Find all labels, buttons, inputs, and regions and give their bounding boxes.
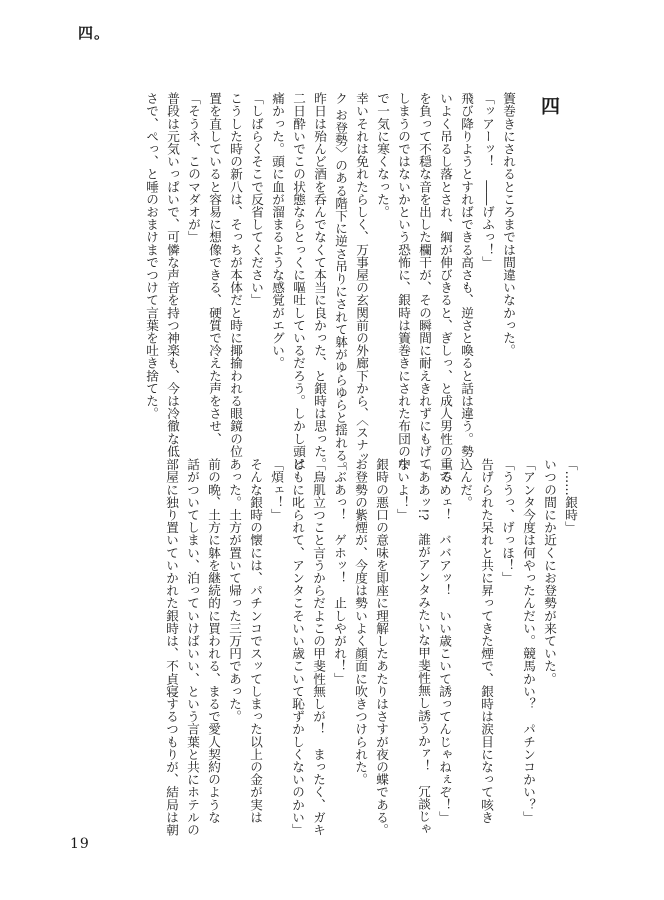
text-line: 「……銀時」 (563, 458, 578, 534)
text-line: 「煩ェ！」 (269, 458, 284, 521)
text-line: お登勢の紫煙が、今度は勢いよく顔面に吹きつけられた。 (353, 458, 368, 786)
lower-text-block (99, 458, 581, 853)
text-line: 「ああッ!? 誰がアンタみたいな甲斐性無し誘うかァ！ 冗談じゃ (416, 458, 431, 836)
text-line: 「てめェ！ ババアッ！ いい歳こいて誘ってんじゃねぇぞ！」 (437, 458, 452, 824)
text-line: 昨日は殆んど酒を呑んでなくて本当に良かった、と銀時は思った。 (312, 92, 327, 470)
text-line: 幸いそれは免れたらしく、万事屋の玄関前の外廊下から、〈スナッ (354, 92, 369, 464)
text-line: いつの間にか近くにお登勢が来ていた。 (542, 458, 557, 685)
text-line: いよく吊るし落とされ、綱が伸びきると、ぎしっ、と成人男性の重み (438, 92, 453, 483)
text-line: 込んだ。 (458, 458, 473, 509)
text-line: ク お登勢〉のある階下に逆さ吊りにされて躰がゆらゆらと揺れる。 (333, 92, 348, 475)
text-line: 置を直していると容易に想像できる、硬質で冷えた声をさせ、 (207, 92, 222, 445)
text-line: 二日酔いでこの状態ならとっくに嘔吐しているだろう。しかし頭は (291, 92, 306, 470)
text-line: どもに叱られて、アンタこそいい歳こいて恥ずかしくないのかい」 (290, 458, 305, 836)
text-line: 簀巻きにされるところまでは間違いなかった。 (501, 92, 516, 357)
text-line: こうした時の新八は、そっちが本体だと時に揶揄われる眼鏡の位 (228, 92, 243, 458)
text-line: そんな銀時の懐には、パチンコでスッてしまった以上の金が実は (248, 458, 263, 824)
upper-text-block (144, 92, 519, 483)
text-line: 「ぶあっ！ ゲホッ！ 止しやがれ！」 (332, 458, 347, 685)
text-line: 「しばらくそこで反省してください」 (249, 92, 264, 307)
text-line: 前の晩、土方に躰を継続的に買われる、まるで愛人契約のような (206, 458, 221, 824)
text-line: 「ううっ、げっほ！」 (500, 458, 515, 584)
text-line: 「そうネ、このマダオが」 (186, 92, 201, 244)
page-number: 19 (70, 836, 90, 852)
text-line: あった。土方が置いて帰った三万円であった。 (227, 458, 242, 723)
text-line: を負って不穏な音を出した欄干が、その瞬間に耐えきれずにもげて (417, 92, 432, 470)
text-line: 「鳥肌立つこと言うからだよこの甲斐性無しが！ まったく、ガキ (311, 458, 326, 836)
text-line: 痛かった。頭に血が溜まるような感覚がエグい。 (270, 92, 285, 370)
text-line: 部屋に独り置いていかれた銀時は、不貞寝するつもりが、結局は朝 (164, 458, 179, 836)
text-line: 普段は元気いっぱいで、可憐な声音を持つ神楽も、今は冷徹な低 (165, 92, 180, 458)
text-line: 「ッアーッ！ ――げふっ！」 (480, 92, 495, 269)
text-line: 「アンタ今度は何やったんだい。競馬かい？ パチンコかい？」 (521, 458, 536, 824)
chapter-heading: 四 (538, 96, 560, 115)
text-line: で一気に寒くなった。 (375, 92, 390, 218)
text-line: 告げられた呆れと共に昇ってきた煙で、銀時は涙目になって咳き (479, 458, 494, 824)
text-line: 銀時の悪口の意味を即座に理解したあたりはさすが夜の蝶である。 (374, 458, 389, 836)
text-line: 飛び降りようとすればできる高さも、逆さと喚ると話は違う。勢 (459, 92, 474, 458)
text-line: ないよ！」 (395, 458, 410, 521)
text-line: さで、ぺっ、と唾のおまけまでつけて言葉を吐き捨てた。 (144, 92, 159, 420)
text-line: しまうのではないかという恐怖に、銀時は簀巻きにされた布団の中 (396, 92, 411, 470)
text-line: 話がついてしまい、泊っていけばいい、という言葉と共にホテルの (185, 458, 200, 836)
running-head: 四。 (78, 24, 111, 42)
